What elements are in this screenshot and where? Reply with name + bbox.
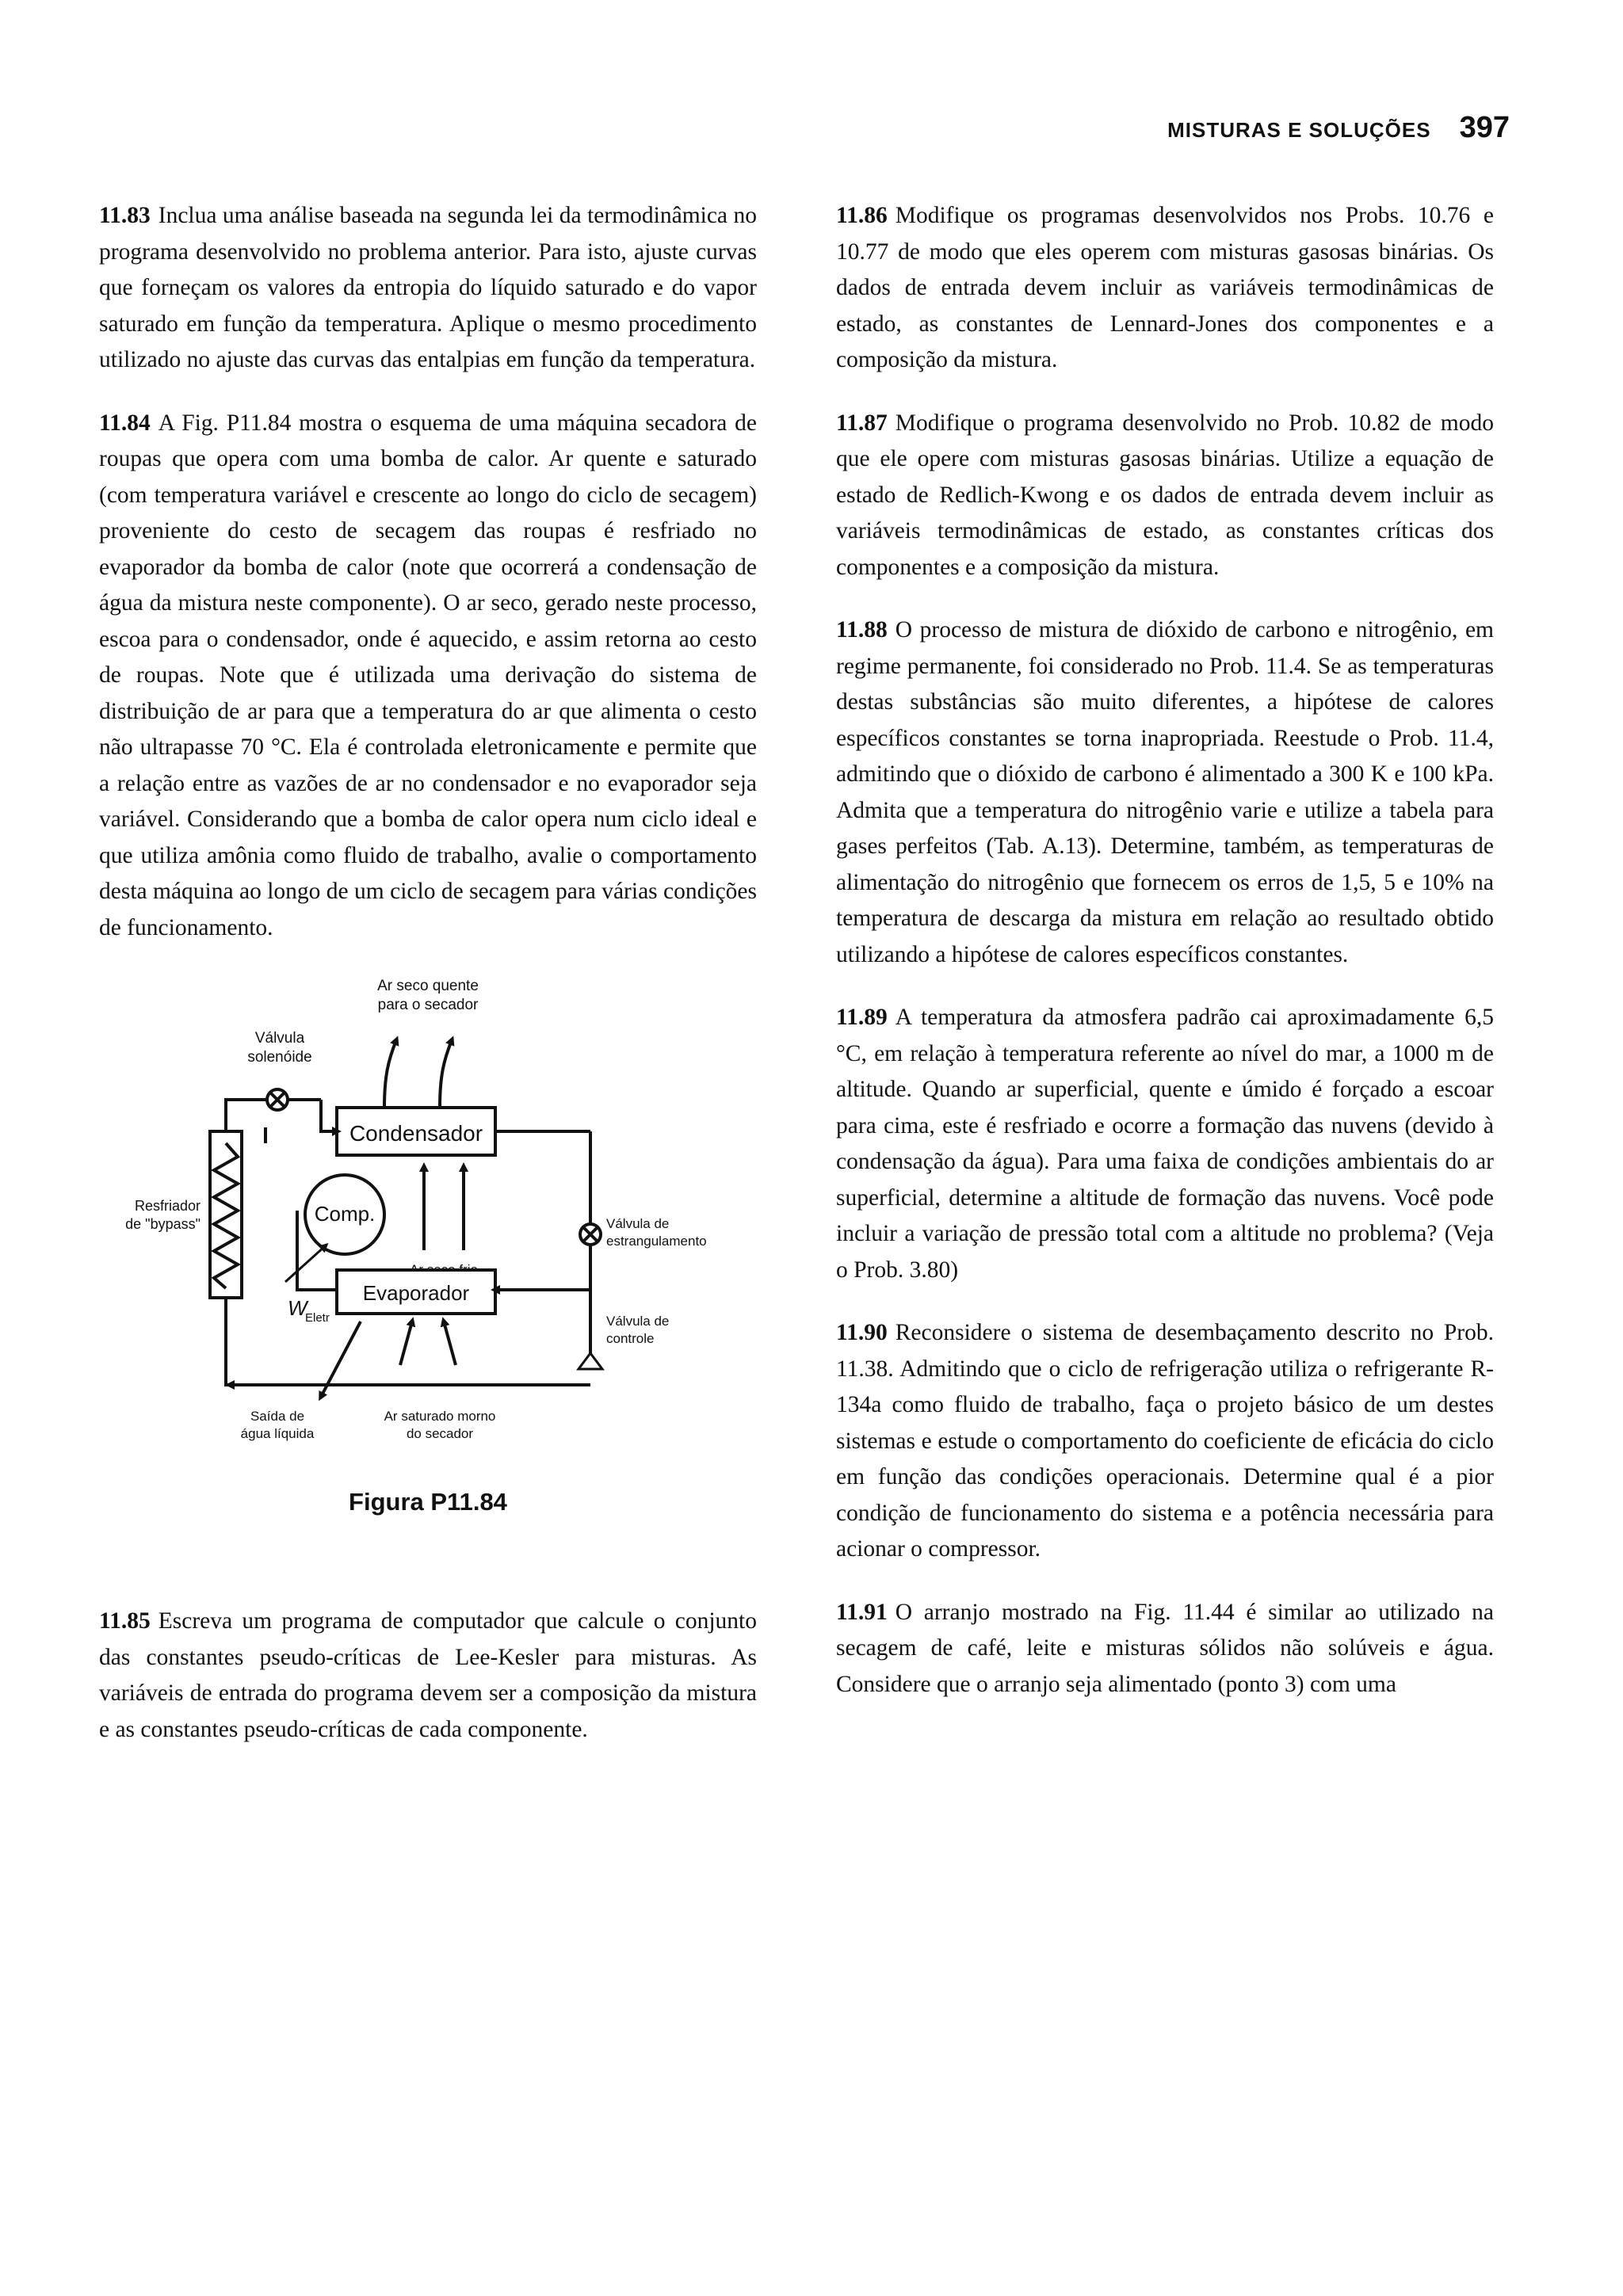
problem-text: Reconsidere o sistema de desembaçamento descrito no Prob. 11.38. Admitindo que o ciclo de refrigeração utiliza o refrigerante R-134a como fluido de trabalho, faça o projeto básico de um destes sistemas e estude o comportamento do coeficiente de eficácia do ciclo em função das condições operacionais. Determine qual é a pior condição de funcionamento do sistema e a potência necessária para acionar o compressor. bbox=[836, 1320, 1494, 1562]
problem-number: 11.83 bbox=[99, 203, 151, 228]
problem-number: 11.88 bbox=[836, 617, 888, 643]
problem-text: Escreva um programa de computador que calcule o conjunto das constantes pseudo-críticas de Lee-Kesler para misturas. As variáveis de entrada do programa devem ser a composição da mistura e as constantes pseudo-críticas de cada componente. bbox=[99, 1608, 757, 1742]
condenser-label: Condensador bbox=[349, 1121, 483, 1146]
throttle-valve-label-2: estrangulamento bbox=[606, 1234, 707, 1249]
problem-11-90 bbox=[836, 1315, 1494, 1568]
warm-air-arrow-1 bbox=[400, 1322, 412, 1365]
compressor-label: Comp. bbox=[314, 1202, 376, 1226]
left-column bbox=[99, 198, 757, 2258]
figure-p11-84 bbox=[99, 973, 757, 1575]
water-exit-label-2: água líquida bbox=[240, 1426, 315, 1441]
solenoid-valve-label-2: solenóide bbox=[247, 1049, 312, 1066]
problem-text: A temperatura da atmosfera padrão cai aproximadamente 6,5 °C, em relação à temperatura referente ao nível do mar, a 1000 m de altitude. Quando ar superficial, quente e úmido é forçado a escoar para cima, este é resfriado e ocorre a formação das nuvens (devido à condensação da água). Para uma faixa de condições ambientais do ar superficial, determine a altitude de formação das nuvens. Você pode incluir a variação de pressão total com a altitude no problema? (Veja o Prob. 3.80) bbox=[836, 1005, 1494, 1283]
warm-saturated-air-label-2: do secador bbox=[406, 1426, 474, 1441]
problem-number: 11.91 bbox=[836, 1599, 888, 1625]
control-valve-label-2: controle bbox=[606, 1331, 655, 1346]
problem-number: 11.84 bbox=[99, 410, 151, 436]
hot-air-arrow-1 bbox=[384, 1040, 396, 1108]
problem-11-83 bbox=[99, 198, 757, 379]
problem-11-87 bbox=[836, 406, 1494, 586]
bypass-cooler-label-2: de "bypass" bbox=[125, 1216, 200, 1232]
hot-dry-air-label-1: Ar seco quente bbox=[377, 978, 479, 994]
work-arrow bbox=[285, 1246, 325, 1282]
running-head: MISTURAS E SOLUÇÕES bbox=[1167, 118, 1431, 142]
solenoid-valve-icon bbox=[267, 1089, 288, 1110]
problem-11-91 bbox=[836, 1595, 1494, 1703]
hot-dry-air-label-2: para o secador bbox=[377, 997, 479, 1013]
bypass-cooler-label-1: Resfriador bbox=[134, 1198, 200, 1214]
throttle-valve-label-1: Válvula de bbox=[606, 1216, 670, 1231]
problem-text: A Fig. P11.84 mostra o esquema de uma máquina secadora de roupas que opera com uma bomba de calor. Ar quente e saturado (com temperatura variável e crescente ao longo do ciclo de secagem) proveniente do cesto de secagem das roupas é resfriado no evaporador da bomba de calor (note que ocorrerá a condensação de água da mistura neste componente). O ar seco, gerado neste processo, escoa para o condensador, onde é aquecido, e assim retorna ao cesto de roupas. Note que é utilizada uma derivação do sistema de distribuição de ar para que a temperatura do ar que alimenta o cesto não ultrapasse 70 °C. Ela é controlada eletronicamente e permite que a relação entre as vazões de ar no condensador e no evaporador seja variável. Considerando que a bomba de calor opera num ciclo ideal e que utiliza amônia como fluido de trabalho, avalie o comportamento desta máquina ao longo de um ciclo de secagem para várias condições de funcionamento. bbox=[99, 410, 757, 940]
page-header bbox=[1014, 111, 1510, 155]
right-column bbox=[836, 198, 1494, 2258]
problem-number: 11.86 bbox=[836, 203, 888, 228]
problem-11-84 bbox=[99, 406, 757, 947]
problem-text: Modifique os programas desenvolvidos nos Probs. 10.76 e 10.77 de modo que eles operem com misturas gasosas binárias. Os dados de entrada devem incluir as variáveis termodinâmicas de estado, as constantes de Lennard-Jones dos componentes e a composição da mistura. bbox=[836, 203, 1494, 372]
problem-number: 11.87 bbox=[836, 410, 888, 436]
water-exit-label-1: Saída de bbox=[250, 1409, 305, 1424]
refrigerant-line-right bbox=[464, 1131, 590, 1385]
problem-11-86 bbox=[836, 198, 1494, 379]
page-number: 397 bbox=[1459, 111, 1510, 144]
control-valve-label-1: Válvula de bbox=[606, 1314, 670, 1329]
heat-pump-dryer-diagram bbox=[99, 973, 757, 1480]
work-symbol: W bbox=[288, 1296, 307, 1320]
problem-number: 11.90 bbox=[836, 1320, 888, 1345]
problem-11-89 bbox=[836, 1000, 1494, 1288]
figure-caption: Figura P11.84 bbox=[349, 1488, 507, 1516]
problem-11-85 bbox=[99, 1604, 757, 1748]
hot-air-arrow-2 bbox=[440, 1040, 452, 1108]
problem-text: O processo de mistura de dióxido de carbono e nitrogênio, em regime permanente, foi considerado no Prob. 11.4. Se as temperaturas destas substâncias são muito diferentes, a hipótese de calores específicos constantes se torna inapropriada. Reestude o Prob. 11.4, admitindo que o dióxido de carbono é alimentado a 300 K e 100 kPa. Admita que a temperatura do nitrogênio varie e utilize a tabela para gases perfeitos (Tab. A.13). Determine, também, as temperaturas de alimentação do nitrogênio que fornecem os erros de 1,5, 5 e 10% na temperatura de descarga da mistura em relação ao resultado obtido utilizando a hipótese de calores específicos constantes. bbox=[836, 617, 1494, 967]
problem-11-88 bbox=[836, 612, 1494, 973]
solenoid-valve-label-1: Válvula bbox=[254, 1030, 305, 1047]
evaporator-label: Evaporador bbox=[362, 1281, 470, 1305]
throttle-valve-icon bbox=[580, 1224, 601, 1245]
problem-text: Modifique o programa desenvolvido no Prob. 10.82 de modo que ele opere com misturas gasosas binárias. Utilize a equação de estado de Redlich-Kwong e os dados de entrada devem incluir as variáveis termodinâmicas de estado, as constantes críticas dos componentes e a composição da mistura. bbox=[836, 410, 1494, 580]
problem-text: Inclua uma análise baseada na segunda lei da termodinâmica no programa desenvolvido no problema anterior. Para isto, ajuste curvas que forneçam os valores da entropia do líquido saturado e do vapor saturado em função da temperatura. Aplique o mesmo procedimento utilizado no ajuste das curvas das entalpias em função da temperatura. bbox=[99, 203, 757, 372]
work-subscript: Eletr bbox=[305, 1311, 330, 1325]
warm-saturated-air-label-1: Ar saturado morno bbox=[384, 1409, 496, 1424]
problem-text: O arranjo mostrado na Fig. 11.44 é similar ao utilizado na secagem de café, leite e misturas sólidos não solúveis e água. Considere que o arranjo seja alimentado (ponto 3) com uma bbox=[836, 1599, 1494, 1697]
problem-number: 11.89 bbox=[836, 1005, 888, 1030]
problem-number: 11.85 bbox=[99, 1608, 151, 1634]
control-valve-icon bbox=[579, 1353, 602, 1369]
warm-air-arrow-2 bbox=[444, 1322, 456, 1365]
